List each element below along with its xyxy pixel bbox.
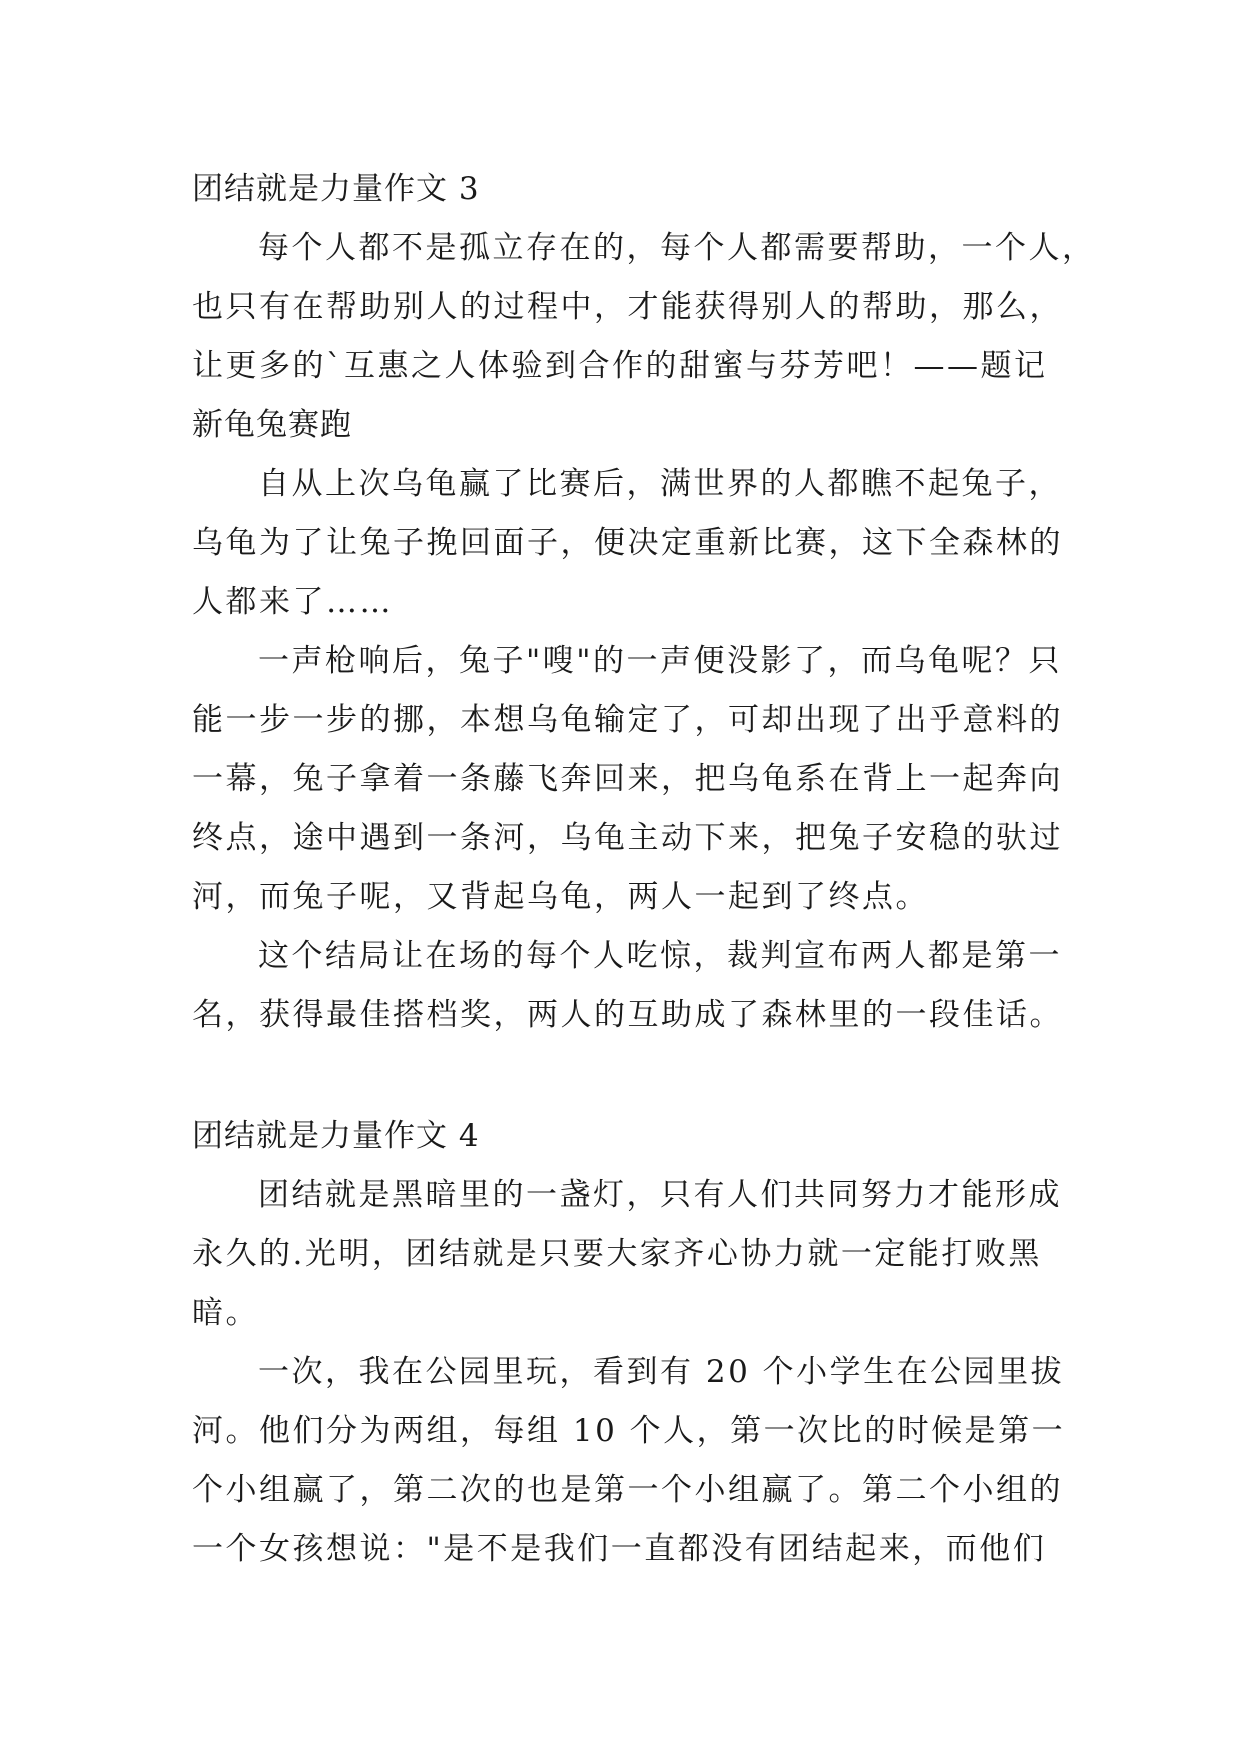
text-line: 自从上次乌龟赢了比赛后，满世界的人都瞧不起兔子，	[258, 466, 1062, 502]
section-4-title: 团结就是力量作文 4	[192, 1118, 480, 1154]
text-line: 也只有在帮助别人的过程中，才能获得别人的帮助，那么，	[192, 289, 1063, 325]
text-line: 让更多的`互惠之人体验到合作的甜蜜与芬芳吧！——题记	[192, 348, 1048, 384]
section-spacer	[192, 1045, 1052, 1107]
section-3-title: 团结就是力量作文 3	[192, 171, 480, 207]
text-line: 暗。	[192, 1295, 259, 1331]
text-line: 人都来了……	[192, 584, 393, 620]
story-subtitle: 新龟兔赛跑	[192, 407, 352, 443]
text-line: 能一步一步的挪，本想乌龟输定了，可却出现了出乎意料的	[192, 702, 1063, 738]
document-page	[192, 160, 1096, 1579]
text-line: 乌龟为了让兔子挽回面子，便决定重新比赛，这下全森林的	[192, 525, 1063, 561]
text-line: 每个人都不是孤立存在的，每个人都需要帮助，一个人，	[258, 230, 1096, 266]
text-line: 河。他们分为两组，每组 10 个人，第一次比的时候是第一	[192, 1413, 1066, 1449]
text-line: 河，而兔子呢，又背起乌龟，两人一起到了终点。	[192, 879, 929, 915]
text-line: 一幕，兔子拿着一条藤飞奔回来，把乌龟系在背上一起奔向	[192, 761, 1063, 797]
text-line: 永久的.光明，团结就是只要大家齐心协力就一定能打败黑	[192, 1236, 1042, 1272]
text-line: 一次，我在公园里玩，看到有 20 个小学生在公园里拔	[258, 1354, 1065, 1390]
section-3-paragraph-3	[192, 632, 1063, 927]
text-line: 名，获得最佳搭档奖，两人的互助成了森林里的一段佳话。	[192, 997, 1063, 1033]
text-line: 团结就是黑暗里的一盏灯，只有人们共同努力才能形成	[258, 1177, 1062, 1213]
text-line: 一个女孩想说："是不是我们一直都没有团结起来，而他们	[192, 1531, 1047, 1567]
section-3-paragraph-2	[192, 455, 1063, 632]
section-4-paragraph-2	[192, 1343, 1066, 1579]
section-3-paragraph-1	[192, 219, 1096, 396]
section-3-paragraph-4	[192, 927, 1063, 1045]
text-line: 个小组赢了，第二次的也是第一个小组赢了。第二个小组的	[192, 1472, 1063, 1508]
text-line: 这个结局让在场的每个人吃惊，裁判宣布两人都是第一	[258, 938, 1062, 974]
text-line: 一声枪响后，兔子"嗖"的一声便没影了，而乌龟呢？只	[258, 643, 1063, 679]
text-line: 终点，途中遇到一条河，乌龟主动下来，把兔子安稳的驮过	[192, 820, 1063, 856]
section-4-paragraph-1	[192, 1166, 1062, 1343]
